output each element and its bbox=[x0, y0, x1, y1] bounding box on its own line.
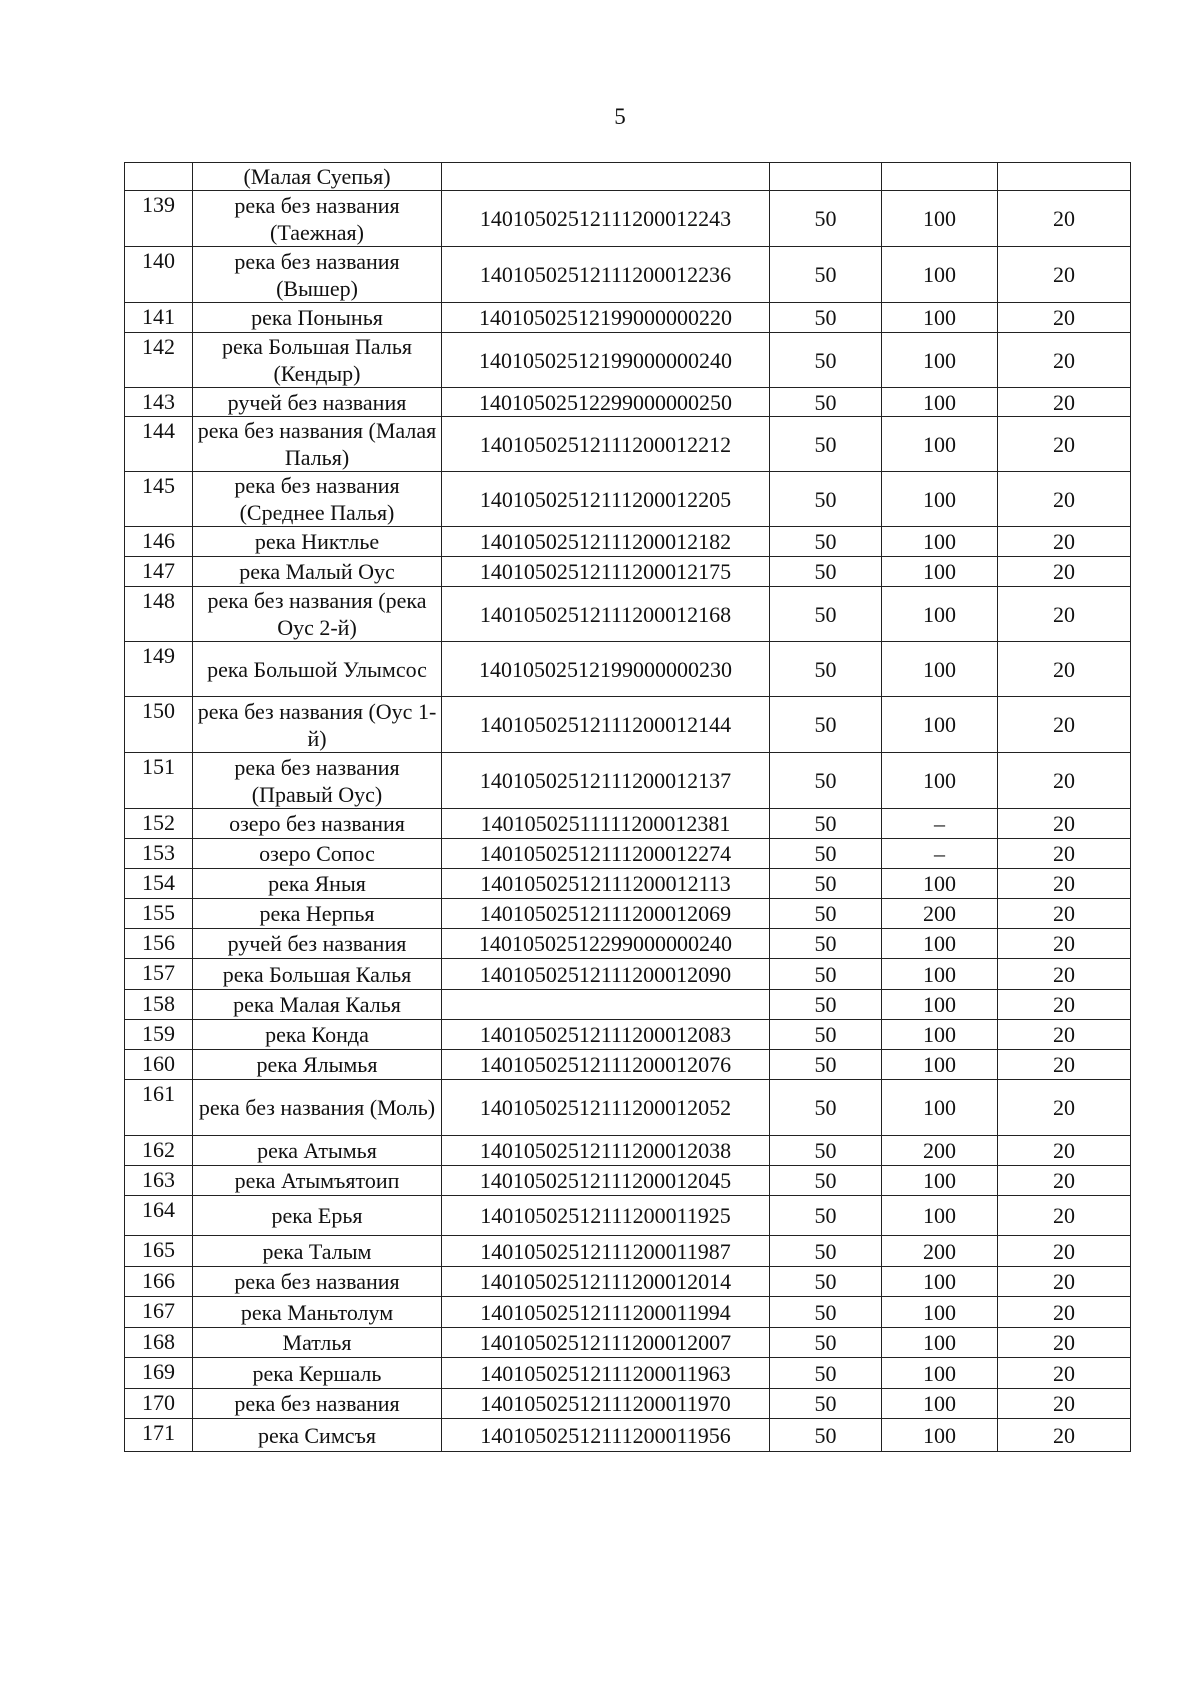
value-b-cell: 100 bbox=[882, 1419, 998, 1452]
water-body-name-cell: озеро без названия bbox=[193, 809, 442, 839]
value-b-cell: 100 bbox=[882, 333, 998, 388]
value-c-cell: 20 bbox=[998, 1136, 1131, 1166]
registry-code-cell: 14010502512111200012090 bbox=[442, 959, 770, 990]
registry-code-cell: 14010502512111200011925 bbox=[442, 1196, 770, 1236]
registry-code-cell: 14010502512111200012175 bbox=[442, 557, 770, 587]
table-row bbox=[125, 839, 1131, 869]
value-b-cell: 200 bbox=[882, 899, 998, 929]
registry-code-cell: 14010502512111200012212 bbox=[442, 417, 770, 472]
value-c-cell: 20 bbox=[998, 1020, 1131, 1050]
table-row bbox=[125, 1050, 1131, 1080]
table-row bbox=[125, 1196, 1131, 1236]
registry-code-cell: 14010502512111200012038 bbox=[442, 1136, 770, 1166]
table-row bbox=[125, 1419, 1131, 1452]
water-body-name-cell: река без названия (Моль) bbox=[193, 1080, 442, 1136]
water-body-name-cell: река Ялымья bbox=[193, 1050, 442, 1080]
value-b-cell: 100 bbox=[882, 1080, 998, 1136]
value-c-cell: 20 bbox=[998, 1297, 1131, 1328]
row-number-cell: 161 bbox=[125, 1080, 193, 1136]
registry-code-cell: 14010502512111200012113 bbox=[442, 869, 770, 899]
registry-code-cell: 14010502512299000000240 bbox=[442, 929, 770, 959]
value-b-cell: 100 bbox=[882, 959, 998, 990]
registry-code-cell: 14010502512111200012243 bbox=[442, 191, 770, 247]
value-a-cell: 50 bbox=[770, 247, 882, 303]
value-b-cell: 100 bbox=[882, 472, 998, 527]
value-c-cell: 20 bbox=[998, 642, 1131, 697]
table-row bbox=[125, 809, 1131, 839]
value-a-cell: 50 bbox=[770, 303, 882, 333]
table-row bbox=[125, 1080, 1131, 1136]
table-row bbox=[125, 1267, 1131, 1297]
value-b-cell: 100 bbox=[882, 247, 998, 303]
value-b-cell: 100 bbox=[882, 527, 998, 557]
registry-code-cell: 14010502512299000000250 bbox=[442, 388, 770, 417]
row-number-cell: 156 bbox=[125, 929, 193, 959]
value-a-cell: 50 bbox=[770, 869, 882, 899]
water-body-name-cell: река Большая Палья (Кендыр) bbox=[193, 333, 442, 388]
value-b-cell: 100 bbox=[882, 1196, 998, 1236]
value-a-cell: 50 bbox=[770, 1196, 882, 1236]
water-body-name-cell: река Атымья bbox=[193, 1136, 442, 1166]
registry-code-cell: 14010502512199000000220 bbox=[442, 303, 770, 333]
value-b-cell: 100 bbox=[882, 697, 998, 753]
water-body-name-cell: река Талым bbox=[193, 1236, 442, 1267]
table-row bbox=[125, 1389, 1131, 1419]
value-c-cell: 20 bbox=[998, 527, 1131, 557]
value-c-cell: 20 bbox=[998, 1050, 1131, 1080]
table-row bbox=[125, 1297, 1131, 1328]
water-bodies-table bbox=[124, 162, 1131, 1452]
water-body-name-cell: река Большой Улымсос bbox=[193, 642, 442, 697]
row-number-cell: 142 bbox=[125, 333, 193, 388]
registry-code-cell: 14010502512111200012182 bbox=[442, 527, 770, 557]
row-number-cell: 143 bbox=[125, 388, 193, 417]
value-b-cell: 100 bbox=[882, 642, 998, 697]
value-c-cell: 20 bbox=[998, 557, 1131, 587]
value-a-cell: 50 bbox=[770, 1328, 882, 1358]
value-a-cell: 50 bbox=[770, 1267, 882, 1297]
value-b-cell: 100 bbox=[882, 1358, 998, 1389]
value-a-cell: 50 bbox=[770, 1050, 882, 1080]
value-a-cell: 50 bbox=[770, 990, 882, 1020]
row-number-cell: 146 bbox=[125, 527, 193, 557]
table-row bbox=[125, 163, 1131, 191]
registry-code-cell: 14010502512111200012137 bbox=[442, 753, 770, 809]
registry-code-cell: 14010502512111200012069 bbox=[442, 899, 770, 929]
row-number-cell: 157 bbox=[125, 959, 193, 990]
value-b-cell: – bbox=[882, 839, 998, 869]
value-a-cell: 50 bbox=[770, 333, 882, 388]
value-c-cell: 20 bbox=[998, 1358, 1131, 1389]
row-number-cell: 158 bbox=[125, 990, 193, 1020]
row-number-cell: 168 bbox=[125, 1328, 193, 1358]
value-c-cell: 20 bbox=[998, 959, 1131, 990]
table-row bbox=[125, 1236, 1131, 1267]
table-row bbox=[125, 929, 1131, 959]
table-row bbox=[125, 1136, 1131, 1166]
table-row bbox=[125, 990, 1131, 1020]
table-row bbox=[125, 1166, 1131, 1196]
value-b-cell: 100 bbox=[882, 1389, 998, 1419]
row-number-cell: 148 bbox=[125, 587, 193, 642]
table-row bbox=[125, 388, 1131, 417]
value-a-cell: 50 bbox=[770, 587, 882, 642]
row-number-cell: 141 bbox=[125, 303, 193, 333]
value-c-cell: 20 bbox=[998, 1196, 1131, 1236]
value-c-cell: 20 bbox=[998, 1419, 1131, 1452]
water-body-name-cell: река Малый Оус bbox=[193, 557, 442, 587]
value-a-cell: 50 bbox=[770, 839, 882, 869]
row-number-cell: 162 bbox=[125, 1136, 193, 1166]
value-a-cell: 50 bbox=[770, 1297, 882, 1328]
table-row bbox=[125, 191, 1131, 247]
value-c-cell: 20 bbox=[998, 303, 1131, 333]
row-number-cell: 152 bbox=[125, 809, 193, 839]
value-c-cell: 20 bbox=[998, 697, 1131, 753]
water-body-name-cell: река Малая Калья bbox=[193, 990, 442, 1020]
value-c-cell: 20 bbox=[998, 1328, 1131, 1358]
registry-code-cell: 14010502512111200012083 bbox=[442, 1020, 770, 1050]
value-a-cell: 50 bbox=[770, 1166, 882, 1196]
water-body-name-cell: река без названия (Вышер) bbox=[193, 247, 442, 303]
value-b-cell: 100 bbox=[882, 990, 998, 1020]
water-body-name-cell: река Конда bbox=[193, 1020, 442, 1050]
value-c-cell: 20 bbox=[998, 472, 1131, 527]
registry-code-cell bbox=[442, 163, 770, 191]
row-number-cell: 166 bbox=[125, 1267, 193, 1297]
water-body-name-cell: ручей без названия bbox=[193, 388, 442, 417]
value-b-cell: 100 bbox=[882, 191, 998, 247]
value-c-cell: 20 bbox=[998, 587, 1131, 642]
water-body-name-cell: река Ерья bbox=[193, 1196, 442, 1236]
row-number-cell bbox=[125, 163, 193, 191]
table-row bbox=[125, 417, 1131, 472]
row-number-cell: 163 bbox=[125, 1166, 193, 1196]
value-b-cell: 100 bbox=[882, 869, 998, 899]
value-a-cell: 50 bbox=[770, 642, 882, 697]
registry-code-cell: 14010502512111200011994 bbox=[442, 1297, 770, 1328]
water-body-name-cell: река Симсъя bbox=[193, 1419, 442, 1452]
water-body-name-cell: Матлья bbox=[193, 1328, 442, 1358]
table-row bbox=[125, 753, 1131, 809]
table-row bbox=[125, 557, 1131, 587]
value-c-cell: 20 bbox=[998, 1267, 1131, 1297]
value-b-cell: 100 bbox=[882, 388, 998, 417]
value-b-cell: 100 bbox=[882, 753, 998, 809]
value-c-cell: 20 bbox=[998, 388, 1131, 417]
registry-code-cell: 14010502512111200012144 bbox=[442, 697, 770, 753]
table-row bbox=[125, 247, 1131, 303]
registry-code-cell: 14010502511111200012381 bbox=[442, 809, 770, 839]
row-number-cell: 145 bbox=[125, 472, 193, 527]
value-a-cell: 50 bbox=[770, 527, 882, 557]
value-c-cell: 20 bbox=[998, 1080, 1131, 1136]
water-body-name-cell: река Маньтолум bbox=[193, 1297, 442, 1328]
value-b-cell bbox=[882, 163, 998, 191]
registry-code-cell: 14010502512111200012168 bbox=[442, 587, 770, 642]
water-body-name-cell: река без названия bbox=[193, 1389, 442, 1419]
value-b-cell: – bbox=[882, 809, 998, 839]
registry-code-cell: 14010502512199000000230 bbox=[442, 642, 770, 697]
row-number-cell: 153 bbox=[125, 839, 193, 869]
table-row bbox=[125, 1020, 1131, 1050]
row-number-cell: 149 bbox=[125, 642, 193, 697]
value-c-cell: 20 bbox=[998, 899, 1131, 929]
water-body-name-cell: река Нерпья bbox=[193, 899, 442, 929]
row-number-cell: 170 bbox=[125, 1389, 193, 1419]
row-number-cell: 147 bbox=[125, 557, 193, 587]
water-body-name-cell: река Большая Калья bbox=[193, 959, 442, 990]
value-b-cell: 100 bbox=[882, 1328, 998, 1358]
value-c-cell bbox=[998, 163, 1131, 191]
registry-code-cell: 14010502512111200011956 bbox=[442, 1419, 770, 1452]
value-b-cell: 100 bbox=[882, 929, 998, 959]
water-body-name-cell: река без названия (Таежная) bbox=[193, 191, 442, 247]
value-a-cell: 50 bbox=[770, 388, 882, 417]
value-c-cell: 20 bbox=[998, 990, 1131, 1020]
value-c-cell: 20 bbox=[998, 333, 1131, 388]
registry-code-cell: 14010502512111200012014 bbox=[442, 1267, 770, 1297]
registry-code-cell: 14010502512111200011987 bbox=[442, 1236, 770, 1267]
registry-code-cell: 14010502512111200012052 bbox=[442, 1080, 770, 1136]
water-body-name-cell: река без названия bbox=[193, 1267, 442, 1297]
row-number-cell: 154 bbox=[125, 869, 193, 899]
value-a-cell: 50 bbox=[770, 809, 882, 839]
water-body-name-cell: река Понынья bbox=[193, 303, 442, 333]
water-body-name-cell: (Малая Суепья) bbox=[193, 163, 442, 191]
registry-code-cell: 14010502512111200012205 bbox=[442, 472, 770, 527]
registry-code-cell: 14010502512111200012007 bbox=[442, 1328, 770, 1358]
value-a-cell: 50 bbox=[770, 929, 882, 959]
value-a-cell: 50 bbox=[770, 417, 882, 472]
value-c-cell: 20 bbox=[998, 839, 1131, 869]
table-row bbox=[125, 959, 1131, 990]
value-c-cell: 20 bbox=[998, 1389, 1131, 1419]
registry-code-cell: 14010502512111200011963 bbox=[442, 1358, 770, 1389]
table-row bbox=[125, 333, 1131, 388]
value-c-cell: 20 bbox=[998, 1166, 1131, 1196]
value-b-cell: 200 bbox=[882, 1236, 998, 1267]
value-a-cell: 50 bbox=[770, 1389, 882, 1419]
value-c-cell: 20 bbox=[998, 929, 1131, 959]
table-row bbox=[125, 869, 1131, 899]
water-body-name-cell: река Яныя bbox=[193, 869, 442, 899]
registry-code-cell: 14010502512111200012045 bbox=[442, 1166, 770, 1196]
value-c-cell: 20 bbox=[998, 417, 1131, 472]
row-number-cell: 160 bbox=[125, 1050, 193, 1080]
row-number-cell: 155 bbox=[125, 899, 193, 929]
value-b-cell: 100 bbox=[882, 417, 998, 472]
value-a-cell: 50 bbox=[770, 191, 882, 247]
value-c-cell: 20 bbox=[998, 247, 1131, 303]
value-b-cell: 100 bbox=[882, 1020, 998, 1050]
value-b-cell: 100 bbox=[882, 1050, 998, 1080]
value-c-cell: 20 bbox=[998, 869, 1131, 899]
value-a-cell: 50 bbox=[770, 1419, 882, 1452]
table-row bbox=[125, 899, 1131, 929]
table-row bbox=[125, 697, 1131, 753]
table-row bbox=[125, 472, 1131, 527]
value-a-cell: 50 bbox=[770, 697, 882, 753]
value-a-cell: 50 bbox=[770, 1020, 882, 1050]
page-number: 5 bbox=[614, 104, 626, 129]
row-number-cell: 159 bbox=[125, 1020, 193, 1050]
value-a-cell bbox=[770, 163, 882, 191]
value-a-cell: 50 bbox=[770, 1358, 882, 1389]
registry-code-cell bbox=[442, 990, 770, 1020]
value-c-cell: 20 bbox=[998, 191, 1131, 247]
value-a-cell: 50 bbox=[770, 959, 882, 990]
value-b-cell: 100 bbox=[882, 1267, 998, 1297]
table-row bbox=[125, 1358, 1131, 1389]
registry-code-cell: 14010502512111200012076 bbox=[442, 1050, 770, 1080]
row-number-cell: 165 bbox=[125, 1236, 193, 1267]
table-body bbox=[125, 163, 1131, 1452]
value-c-cell: 20 bbox=[998, 809, 1131, 839]
water-body-name-cell: река без названия (Малая Палья) bbox=[193, 417, 442, 472]
value-b-cell: 100 bbox=[882, 557, 998, 587]
table-row bbox=[125, 587, 1131, 642]
water-body-name-cell: озеро Сопос bbox=[193, 839, 442, 869]
registry-code-cell: 14010502512111200012236 bbox=[442, 247, 770, 303]
table-row bbox=[125, 527, 1131, 557]
table-row bbox=[125, 303, 1131, 333]
value-a-cell: 50 bbox=[770, 1080, 882, 1136]
value-a-cell: 50 bbox=[770, 557, 882, 587]
value-b-cell: 200 bbox=[882, 1136, 998, 1166]
water-body-name-cell: ручей без названия bbox=[193, 929, 442, 959]
row-number-cell: 151 bbox=[125, 753, 193, 809]
value-a-cell: 50 bbox=[770, 472, 882, 527]
registry-code-cell: 14010502512111200012274 bbox=[442, 839, 770, 869]
value-b-cell: 100 bbox=[882, 587, 998, 642]
row-number-cell: 144 bbox=[125, 417, 193, 472]
value-c-cell: 20 bbox=[998, 753, 1131, 809]
row-number-cell: 150 bbox=[125, 697, 193, 753]
water-body-name-cell: река Никтлье bbox=[193, 527, 442, 557]
row-number-cell: 167 bbox=[125, 1297, 193, 1328]
value-b-cell: 100 bbox=[882, 1297, 998, 1328]
value-b-cell: 100 bbox=[882, 303, 998, 333]
row-number-cell: 139 bbox=[125, 191, 193, 247]
row-number-cell: 164 bbox=[125, 1196, 193, 1236]
value-a-cell: 50 bbox=[770, 753, 882, 809]
water-body-name-cell: река без названия (Правый Оус) bbox=[193, 753, 442, 809]
registry-code-cell: 14010502512199000000240 bbox=[442, 333, 770, 388]
value-c-cell: 20 bbox=[998, 1236, 1131, 1267]
row-number-cell: 169 bbox=[125, 1358, 193, 1389]
table-row bbox=[125, 642, 1131, 697]
registry-code-cell: 14010502512111200011970 bbox=[442, 1389, 770, 1419]
row-number-cell: 171 bbox=[125, 1419, 193, 1452]
water-body-name-cell: река без названия (Среднее Палья) bbox=[193, 472, 442, 527]
row-number-cell: 140 bbox=[125, 247, 193, 303]
table-row bbox=[125, 1328, 1131, 1358]
value-b-cell: 100 bbox=[882, 1166, 998, 1196]
water-body-name-cell: река без названия (Оус 1-й) bbox=[193, 697, 442, 753]
water-body-name-cell: река без названия (река Оус 2-й) bbox=[193, 587, 442, 642]
value-a-cell: 50 bbox=[770, 1136, 882, 1166]
water-body-name-cell: река Атымъятоип bbox=[193, 1166, 442, 1196]
value-a-cell: 50 bbox=[770, 1236, 882, 1267]
water-body-name-cell: река Кершаль bbox=[193, 1358, 442, 1389]
value-a-cell: 50 bbox=[770, 899, 882, 929]
